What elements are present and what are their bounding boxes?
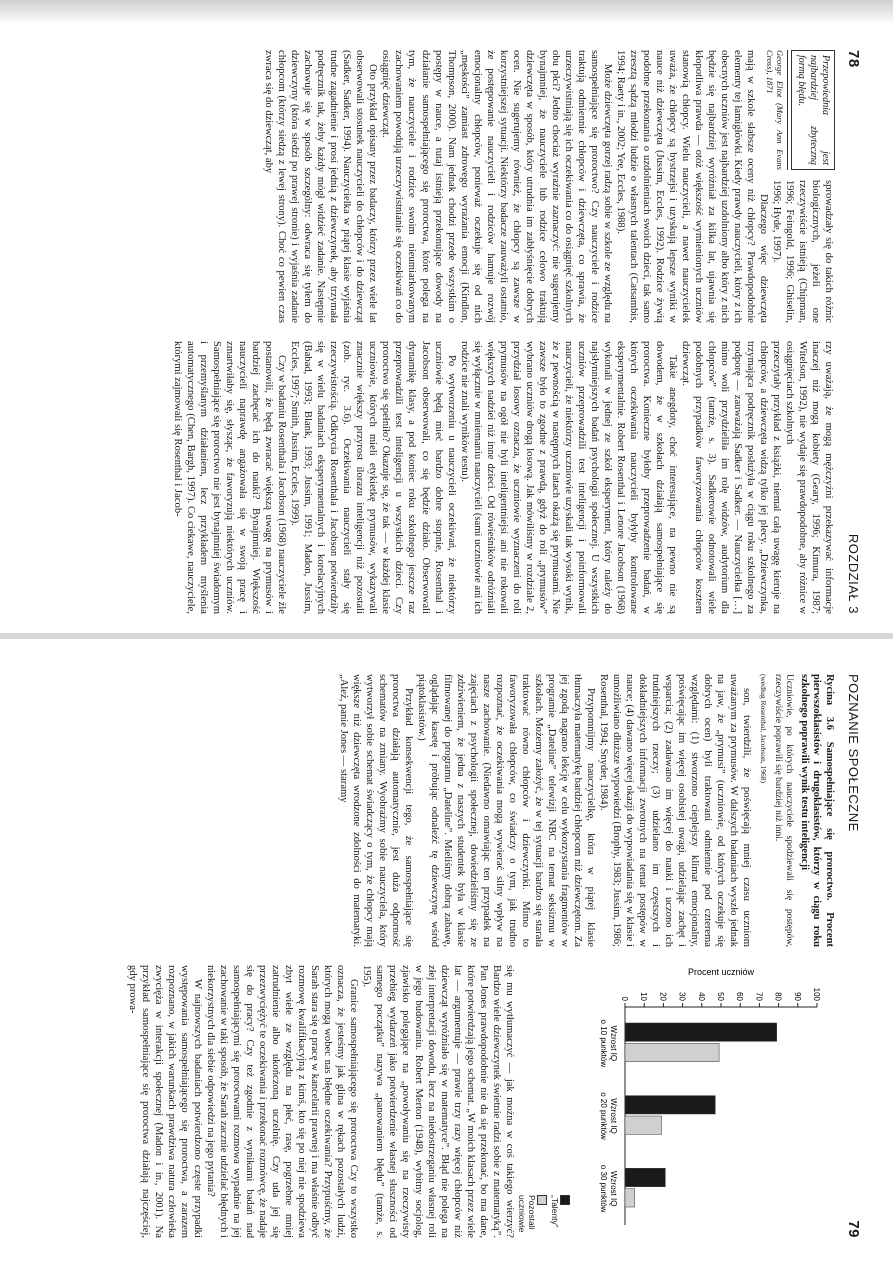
page-78-region [0,24,893,639]
paragraph: Czy w badaniu Rosenthala i Jacobson (1968) nauczyciele źle postanowili, że będą zwracać większą uwagę na prymusów i bardziej zachęcać ich do nauki? Bynajmniej. Większość nauczycieli naprawdę angażowała się w swoją pracę i zmartwiłaby się, słysząc, że faworyzują niektórych uczniów. Samospełniające się proroctwo nie jest bynajmniej świadomym i przemyślanym działaniem, lecz przykładem myślenia automatycznego (Chen, Bargh, 1997). Co ciekawe, nauczyciele, którymi zajmowali się Rosenthal i Jacob- [172,341,288,614]
bar-others [625,1043,719,1061]
running-head [845,50,862,614]
figure-caption: Uczniowie, po których nauczyciele spodziewali się postępów, rzeczywiście poprawili się bardziej niż inni. [772,674,795,947]
y-tick-label: 30 [677,992,687,1001]
bar-talented [625,1096,715,1114]
page-79-column-1 [45,674,835,947]
bar-chart-svg [579,965,829,1235]
y-axis-label: Procent uczniów [687,967,755,977]
y-tick-label: 70 [754,992,764,1001]
scan-top-edge [0,0,893,24]
paragraph: przeczytały przykład z książki, niemal całą uwagę kieruje na chłopców, a dziewczęta widzą tylko jej plecy. „Dziewczynka, trzymająca podręcznik posłużyła w ciągu roku szkolnego za podporę — zauważają Sadker i Sadker. — Nauczycielka […] mimo woli przydzieliła im rolę widzów, audytorium dla chłopców” (tamże, s. 3). Sadkerowie odnotowali wiele podobnych przypadków faworyzowania chłopców kosztem dziewcząt. [679,341,782,614]
bar-chart [516,965,829,1238]
legend-swatch [537,1195,547,1205]
y-tick-label: 90 [792,992,802,1001]
legend-label: Pozostali uczniowie [516,1195,538,1233]
running-head-title: ROZDZIAŁ 3 [846,533,861,614]
x-tick-label: Wzrost IQ [609,1025,618,1062]
page-79 [16,656,876,1256]
running-head-title: POZNANIE SPOŁECZNE [846,674,861,832]
page-number: 78 [845,50,862,68]
bar-others [625,1116,661,1134]
x-tick-label: Wzrost IQ [609,1098,618,1134]
paragraph: Przypomnijmy nauczycielkę, która w piątej klasie tłumaczyła matematykę bardziej chłopcom niż dziewczętom. Za jej zgodą nagrano lekcję w celu wykorzystania fragmentów w programie „Dateline” telewizji NBC na temat seksizmu w szkołach. Możemy założyć, że w tej sytuacji bardzo się starała traktować równo chłopców i dziewczynki. Mimo to faworyzowała chłopców, co świadczy o tym, jak trudno rozpoznać, że oczekiwania mogą wywierać silny wpływ na nasze zachowanie. (Niedawno omawiając ten przypadek na zajęciach z psychologii społecznej, dowiedzieliśmy się ze zdziwieniem, że jedna z naszych studentek była w klasie filmowanej do programu „Dateline”. Mieliśmy dobrą zabawę, oglądając kasetę i próbując odnaleźć tę dziewczynę wśród piątoklasistów.) [415,674,597,947]
legend-item [516,1195,548,1238]
paragraph: son, twierdzili, że poświęcają mniej czasu uczniom uważanym za prymusów. W dalszych badaniach wyszło jednak na jaw, że „prymusi” (uczniowie, od których oczekuje się dobrych ocen) byli traktowani odmiennie pod czterema względami: (1) stworzono cieplejszy klimat emocjonalny, poświęcając im więcej osobistej uwagi, udzielając zachęt i wsparcia; (2) zadawano im więcej do nauki i uczono ich trudniejszych rzeczy; (3) udzielano im częstszych i dokładniejszych informacji zwrotnych na temat postępów w nauce; (4) dawano więcej okazji do wypowiadania się w klasie i umożliwiano dłuższe wypowiedzi (Brophy, 1983; Jussim, 1986; Rosenthal, 1994; Snyder, 1984). [598,674,753,947]
bar-talented [625,1023,777,1041]
bar-others [625,1189,635,1207]
quote-text: Przepowiednia jest najbardziej zbyteczną formą błędu. [791,50,835,170]
y-tick-label: 100 [812,987,821,1001]
paragraph: Granice samospełniającego się proroctwa Czy to wszystko oznacza, że jesteśmy jak glina w rękach pozostałych ludzi, których mogą wobec nas błędne oczekiwania? Przypuśćmy, że Sarah stara się o pracę w kancelarii prawnej i ma właśnie odbyć rozmowę kwalifikacyjną z kimś, kto się po niej nie spodziewa zbyt wiele ze względu na płeć, rasę, pogrzebne mniej zatrudnienie albo ukończoną uczelnię. Czy uda jej się przezwyciężyć te oczekiwania i przekonać rozmówcę, że nadaje się do pracy? Czy też zgodnie z wynikami badań nad samospełniającymi się proroctwami rozmowa wypadnie na jej zachowanie w taki sposób, że Sarah zacznie udzielać błędnych i niekorzystnych dla siebie odpowiedzi na jego pytania? [204,965,359,1238]
y-tick-label: 80 [773,992,783,1001]
figure-title: Rycina 3.6 Samospełniające się proroctwo. Procent pierwszoklasistów i drugoklasistów, którzy w ciągu roku szkolnego poprawili wynik testu inteligencji [798,674,835,947]
y-tick-label: 60 [735,992,745,1001]
page-79-column-2 [45,965,835,1238]
bar-talented [625,1168,665,1186]
figure-3-6 [759,674,835,947]
paragraph: się mu wytłumaczyć — jak można w coś takiego wierzyć? Bardzo wiele dziewczynek świetnie radzi sobie z matematyką”. Pan Jones prawdopodobnie nie da się przekonać, bo ma dane, które potwierdzają jego schemat. „W moich klasach przez wiele lat — argumentuje — prawie trzy razy więcej chłopców niż dziewcząt wyróżniało się w matematyce”. Błąd nie polega na złej interpretacji dowodu, lecz na niedostrzeganiu własnej roli w jego budowaniu. Robert Merton (1948), wybitny socjolog, zjawisko polegające na „powoływaniu się na rzeczywisty przebieg wydarzeń jako potwierdzenie własnej słuszności od samego początku” nazywa „panowaniem błędu” (tamże, s. 195). [360,965,516,1238]
paragraph: Po wytworzeniu u nauczycieli oczekiwań, że niektórzy uczniowie będą mieć bardzo dobre stopnie, Rosenthal i Jacobson obserwowali, co się będzie działo. Obserwowali dynamikę klasy, a pod koniec roku szkolnego jeszcze raz przeprowadzili test inteligencji u wszystkich dzieci. Czy proroctwo się spełniło? Okazuje się, że tak — w każdej klasie uczniowie, których mieli etykietkę prymusów, wykazywali znacznie większy przyrost ilorazu inteligencji niż pozostali (zob. ryc. 3.6). Oczekiwania nauczycieli stały się rzeczywistością. Odkrycia Rosenthala i Jacobson potwierdziły się w wielu badaniach eksperymentalnych i korelacyjnych (Babad, 1993; Blank, 1993; Jussim, 1991; Madon, Jussim, Eccles, 1997; Smith, Jussim, Eccles, 1999). [289,341,457,614]
chart-legend [516,1195,571,1238]
margin-quote [765,50,835,170]
legend-item [550,1195,571,1238]
paragraph: Dlaczego więc dziewczęta mają w szkole słabsze oceny niż chłopcy? Prawdopodobnie elementy tej łamigłówki. Kiedy prawdy nauczycieli, który z ich obecnych uczniów jest najbardziej uzdolniony albo który z nich będzie się najbardziej wyróżniał za kilka lat, ujawnia się kłopotliwa prawda — otóż większość wymienionych uczniów stanowią chłopcy. Wielu nauczycieli, a nawet nauczycielek uważa, że chłopcy są bystrzejsi i uzyskują lepsze wyniki w nauce niż dziewczęta (Jussim, Eccles, 1992). Rodzice żywią podobne przekonania o uzdolnieniach swoich dzieci, tak samo zresztą sądzą młodzi ludzie o własnych talentach (Catsambis, 1994; Raety i in., 2002; Yee, Eccles, 1988). [614,50,769,323]
paragraph: Może dziewczęta gorzej radzą sobie w szkole ze względu na samospełniające się proroctwo? Czy nauczyciele i rodzice traktują odmiennie chłopców i dziewczęta, co sprawia, że urzeczywistniają się ich oczekiwania co do osiągnięć szkolnych obu płci? Jedno chociaż wyraźnie zaznaczyć: nie sugerujemy bynajmniej, że nauczyciele lub rodzice celowo traktują dziewczęta w sposób, który utrudnia im zabłyśnięcie dobrych ocen. Nie sugerujemy również, że chłopcy są zawsze w korzystniejszej sytuacji. Niektórzy badacze zauważyli ostatnio, że postępowanie nauczycieli i rodziców hamuje rozwój emocjonalny chłopców, ponieważ oczekuje się od nich „męskości” zamiast zdrowego wyrażania emocji (Kindlon, Thompson, 2000). Nam jednak chodzi przede wszystkim o postępy w nauce, a tutaj istnieją przekonujące dowody na działanie samospełniającego się proroctwa, które polega na tym, że nauczyciele i rodzice swoim nieumiarkowanym zachowaniem powodują urzeczywistnianie się oczekiwań co do osiągnięć dziewcząt. [380,50,613,323]
paragraph: Oto przykład opisany przez badaczy, którzy przez wiele lat obserwowali stosunek nauczycieli do chłopców i do dziewcząt (Sadker, Sadker, 1994). Nauczycielka w piątej klasie wyjaśnia trudne zagadnienie i prosi jednią z dziewczynek, aby trzymała podręcznik tak, żeby każdy mógł widzieć zadanie. Następnie zachowuje się w sposób szczególny: odwraca się tyłem do dziewczyny (która siedzi po prawej stronie) i wyjaśnia zadanie chłopcom (którzy siedzą z lewej strony). Choć co pewien czas zwraca się do dziewcząt, aby [263,50,379,323]
legend-swatch [560,1195,570,1205]
figure-source: (według Rosenthal, Jacobson, 1968) [759,674,769,783]
y-tick-label: 20 [658,992,668,1001]
legend-label: „Talenty” [550,1195,561,1228]
running-head [845,674,862,1238]
paragraph: W najnowszych badaniach potwierdzono częste przypadki występowania samospełniającego się proroctwa, a zarazem rozpoznano, w jakich warunkach prawdziwa natura człowieka zwycięża w interakcji społecznej (Madon i in., 2001). Na przykład samospełniające się proroctwa działają najczęściej, gdy prowa- [126,965,203,1238]
page-number: 79 [845,1220,862,1238]
book-spine [0,633,893,639]
x-tick-label: Wzrost IQ [609,1170,618,1207]
y-tick-label: 10 [639,992,649,1001]
x-tick-label: o 20 punktów [599,1092,608,1140]
paragraph: sprowadzały się do takich różnic biologicznych, jeżeli one rzeczywiście istnieją (Chipman, 1996; Feingold, 1996; Ghiselin, 1996; Hyde, 1997). [770,180,834,323]
paragraph: Przykład konsekwencji tego, że samospełniające się proroctwa działają automatycznie, jest duża odporność schematów na zmiany. Wyobraźmy sobie nauczyciela, który wytworzył sobie schemat świadczący o tym, że chłopcy mają większe niż dziewczęta wrodzone zdolności do matematyki. „Ależ, panie Jones — staramy [337,674,414,947]
y-tick-label: 50 [716,992,725,1001]
page-79-region [0,648,893,1263]
x-tick-label: o 10 punktów [599,1019,608,1068]
paragraph: rzy uważają, że mogą mężczyźni przekazywać informacje inaczej niż mogą kobiety (Geary, 1996; Kimura, 1987; Witelson, 1992), nie wydaje się prawdopodobne, aby różnice w osiągnięciach szkolnych [783,341,834,614]
page-78 [16,32,876,632]
page-78-column-2 [45,341,835,614]
x-tick-label: o 30 punktów [599,1164,608,1213]
paragraph: Takie anegdoty, choć interesujące, na pewno nie są dowodem, że w szkołach działają samospełniające się proroctwa. Konieczne byłoby przeprowadzenie badań, w których oczekiwania nauczycieli byłyby kontrolowane eksperymentalnie. Robert Rosenthal i Lenore Jacobson (1968) wykonali w jednej ze szkół eksperyment, który należy do najsłynniejszych badań psychologii społecznej. U wszystkich uczniów przeprowadzili test inteligencji i poinformowali nauczycieli, że niektórzy uczniowie uzyskali tak wysoki wynik, że z pewnością w następnych latach okażą się prymusami. Nie zawsze było to zgodne z prawdą, gdyż do roli „prymusów” wybrano uczniów drogą losową. Jak mówiliśmy w rozdziale 2, przydział losowy oznacza, że uczniowie wyznaczeni do roli prymusów na ogół nie byli inteligentniejsi ani nie rokowali większych nadziei niż inne dzieci. Od rówieśników odróżniali się wyłącznie w mniemaniu nauczycieli (sami uczniowie ani ich rodzice nie znali wyników testu). [458,341,678,614]
y-tick-label: 0 [620,996,629,1001]
page-78-column-1 [45,50,835,323]
y-tick-label: 40 [696,992,706,1001]
quote-attribution: George Eliot (Mary Ann Evans Cross), 1871 [765,50,788,170]
